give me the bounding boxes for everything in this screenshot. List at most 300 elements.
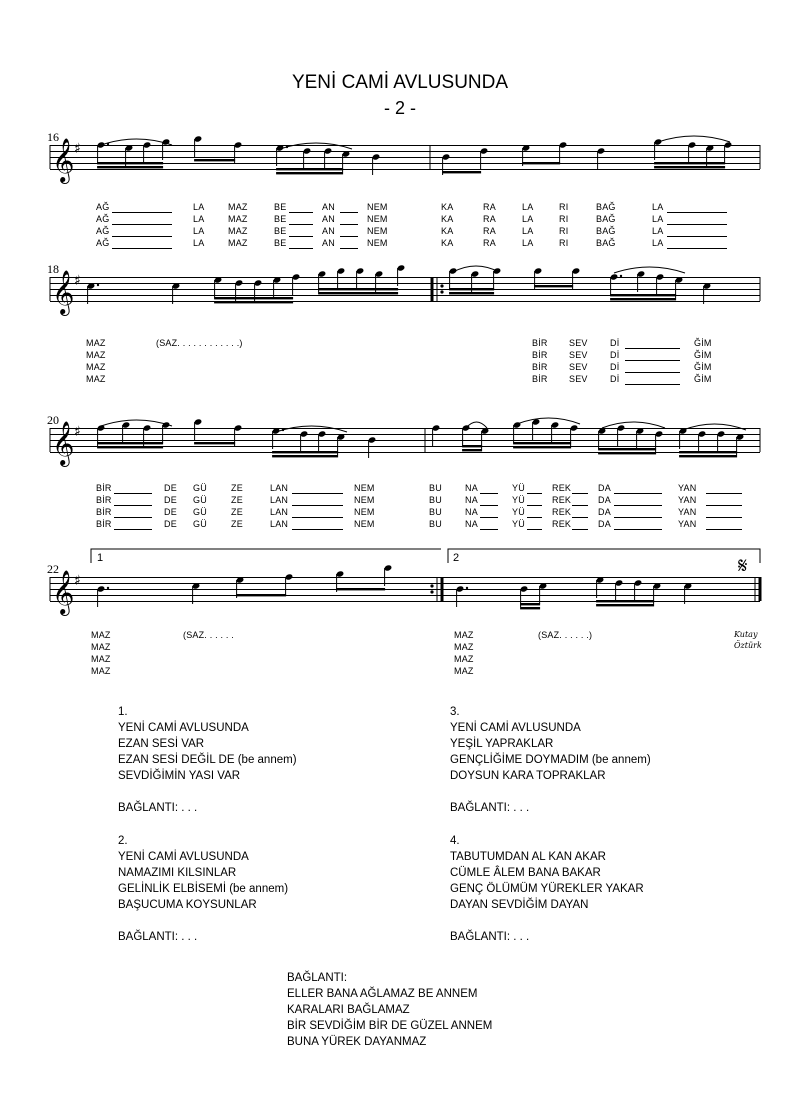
note xyxy=(615,579,624,601)
lyric-syllable: YAN xyxy=(678,495,697,505)
baglanti-refrain xyxy=(287,970,492,1050)
melisma-line xyxy=(289,212,313,213)
note xyxy=(559,141,568,163)
lyric-syllable: KA xyxy=(441,202,454,212)
note xyxy=(292,273,301,295)
lyric-syllable: MAZ xyxy=(86,362,106,372)
note xyxy=(717,430,726,452)
note xyxy=(456,585,468,607)
melisma-line xyxy=(572,529,588,530)
lyric-syllable: BİR xyxy=(96,495,112,505)
verse-number: 3. xyxy=(450,706,460,718)
lyric-syllable: BAĞ xyxy=(596,226,616,236)
lyric-syllable: RI xyxy=(559,202,569,212)
lyric-syllable: MAZ xyxy=(228,202,248,212)
note xyxy=(300,430,309,452)
treble-clef-icon: 𝄞 xyxy=(52,138,75,182)
lyric-syllable: YAN xyxy=(678,483,697,493)
lyric-syllable: BE xyxy=(274,214,287,224)
baglanti-line: ELLER BANA AĞLAMAZ BE ANNEM xyxy=(287,988,478,1000)
melisma-line xyxy=(706,505,742,506)
beam xyxy=(520,603,540,605)
verse-number: 4. xyxy=(450,835,460,847)
verse-number: 1. xyxy=(118,706,128,718)
verse-line: GENÇ ÖLÜMÜM YÜREKLER YAKAR xyxy=(450,883,644,895)
treble-clef-icon: 𝄞 xyxy=(52,421,75,465)
verse-number: 2. xyxy=(118,835,128,847)
lyric-syllable: Dİ xyxy=(610,350,620,360)
slur xyxy=(683,424,746,430)
lyric-syllable: LA xyxy=(522,202,534,212)
melisma-line xyxy=(480,517,498,518)
sharp-icon: ♯ xyxy=(74,573,81,589)
verse-line: DOYSUN KARA TOPRAKLAR xyxy=(450,770,606,782)
melisma-line xyxy=(112,248,172,249)
beam xyxy=(596,600,654,602)
note xyxy=(384,564,393,586)
beam xyxy=(97,166,163,168)
beam xyxy=(596,604,654,606)
lyric-syllable: REK xyxy=(552,483,572,493)
lyric-syllable: BU xyxy=(429,519,442,529)
saz-marker: (SAZ. . . . . . xyxy=(183,630,235,640)
lyric-syllable: DA xyxy=(598,519,611,529)
note xyxy=(122,421,131,443)
beam xyxy=(513,442,571,444)
note xyxy=(273,276,282,298)
lyric-syllable: NEM xyxy=(367,226,388,236)
lyric-syllable: REK xyxy=(552,507,572,517)
melisma-line xyxy=(706,529,742,530)
lyric-syllable: BİR xyxy=(96,507,112,517)
beam xyxy=(318,288,398,290)
lyric-syllable: Dİ xyxy=(610,338,620,348)
lyric-syllable: NA xyxy=(465,483,478,493)
lyric-syllable: BİR xyxy=(532,350,548,360)
lyric-syllable: DE xyxy=(164,483,177,493)
signature-line: Kutay xyxy=(734,630,758,639)
lyric-syllable: NA xyxy=(465,495,478,505)
lyric-syllable: ĞİM xyxy=(694,338,712,348)
song-title: YENİ CAMİ AVLUSUNDA xyxy=(291,72,509,93)
lyric-syllable: GÜ xyxy=(193,519,207,529)
beam xyxy=(679,451,737,453)
beam xyxy=(276,168,343,170)
lyric-syllable: BAĞ xyxy=(596,238,616,248)
slur xyxy=(658,136,730,142)
slur xyxy=(453,266,499,272)
lyric-syllable: BİR xyxy=(532,374,548,384)
lyric-syllable: KA xyxy=(441,226,454,236)
melisma-line xyxy=(480,505,498,506)
segno-icon: 𝄋 xyxy=(738,554,748,579)
melisma-line xyxy=(625,360,680,361)
melisma-line xyxy=(480,493,498,494)
staff-system-3 xyxy=(0,421,800,488)
beam xyxy=(214,301,293,303)
lyric-syllable: BE xyxy=(274,202,287,212)
lyric-syllable: MAZ xyxy=(86,338,106,348)
melisma-line xyxy=(667,224,727,225)
beam xyxy=(449,292,494,294)
lyric-syllable: DE xyxy=(164,495,177,505)
note xyxy=(596,576,605,598)
lyric-syllable: BİR xyxy=(96,519,112,529)
melisma-line xyxy=(340,236,358,237)
note xyxy=(337,267,346,289)
note xyxy=(617,424,626,446)
lyric-syllable: AĞ xyxy=(96,226,110,236)
lyric-syllable: RA xyxy=(483,214,496,224)
lyric-syllable: LA xyxy=(652,214,664,224)
measure-number: 18 xyxy=(47,262,59,276)
melisma-line xyxy=(527,505,542,506)
melisma-line xyxy=(625,348,680,349)
lyric-syllable: MAZ xyxy=(454,642,474,652)
lyric-syllable: NEM xyxy=(354,495,375,505)
melisma-line xyxy=(289,224,313,225)
lyric-syllable: ĞİM xyxy=(694,350,712,360)
dot xyxy=(620,275,622,277)
verse-line: SEVDİĞİMİN YASI VAR xyxy=(118,770,241,782)
lyric-syllable: LA xyxy=(522,214,534,224)
volta-bracket xyxy=(448,549,760,563)
lyric-syllable: MAZ xyxy=(91,630,111,640)
melisma-line xyxy=(114,529,152,530)
melisma-line xyxy=(292,505,343,506)
baglanti-line: BİR SEVDİĞİM BİR DE GÜZEL ANNEM xyxy=(287,1020,493,1032)
note xyxy=(539,582,548,604)
beam xyxy=(192,600,193,602)
lyric-syllable: BİR xyxy=(96,483,112,493)
beam xyxy=(442,171,481,173)
staff-system-2 xyxy=(0,270,800,337)
lyric-syllable: BE xyxy=(274,238,287,248)
lyric-syllable: MAZ xyxy=(86,350,106,360)
melisma-line xyxy=(706,493,742,494)
lyric-syllable: YAN xyxy=(678,519,697,529)
melisma-line xyxy=(667,248,727,249)
note xyxy=(698,430,707,452)
melisma-line xyxy=(340,248,358,249)
melisma-line xyxy=(340,224,358,225)
verse-line: TABUTUMDAN AL KAN AKAR xyxy=(450,851,606,863)
dot xyxy=(466,587,468,589)
note xyxy=(143,141,152,163)
note xyxy=(272,427,284,449)
slur xyxy=(517,418,580,424)
verse-line: YENİ CAMİ AVLUSUNDA xyxy=(118,851,249,863)
note xyxy=(634,579,643,601)
lyric-syllable: AĞ xyxy=(96,238,110,248)
verse-line: EZAN SESİ DEĞİL DE (be annem) xyxy=(118,754,297,766)
melisma-line xyxy=(114,517,152,518)
volta-number: 2 xyxy=(453,552,460,564)
verse-refrain: BAĞLANTI: . . . xyxy=(450,931,530,943)
note xyxy=(162,138,171,160)
note xyxy=(194,418,203,440)
melisma-line xyxy=(614,505,662,506)
lyric-syllable: AĞ xyxy=(96,214,110,224)
melisma-line xyxy=(614,517,662,518)
lyric-syllable: BU xyxy=(429,507,442,517)
lyric-syllable: DA xyxy=(598,507,611,517)
melisma-line xyxy=(614,529,662,530)
verse-line: YENİ CAMİ AVLUSUNDA xyxy=(450,722,581,734)
verse-line: NAMAZIMI KILSINLAR xyxy=(118,867,237,879)
note xyxy=(636,427,645,449)
melisma-line xyxy=(572,493,588,494)
melisma-line xyxy=(625,384,680,385)
verse-line: CÜMLE ÂLEM BANA BAKAR xyxy=(450,867,601,879)
measure-number: 20 xyxy=(47,413,59,427)
melisma-line xyxy=(667,236,727,237)
beam xyxy=(513,446,571,448)
melisma-line xyxy=(614,493,662,494)
note xyxy=(610,273,622,295)
lyric-syllable: NEM xyxy=(354,483,375,493)
lyric-syllable: SEV xyxy=(569,338,588,348)
slur xyxy=(614,267,685,273)
verse-refrain: BAĞLANTI: . . . xyxy=(118,802,198,814)
slur xyxy=(101,139,172,145)
beam xyxy=(318,292,398,294)
lyric-syllable: NEM xyxy=(367,202,388,212)
lyric-syllable: YÜ xyxy=(512,495,525,505)
lyric-syllable: MAZ xyxy=(454,630,474,640)
lyric-syllable: AN xyxy=(322,214,335,224)
verse-line: BAŞUCUMA KOYSUNLAR xyxy=(118,899,257,911)
verse-line: YENİ CAMİ AVLUSUNDA xyxy=(118,722,249,734)
melisma-line xyxy=(667,212,727,213)
dot xyxy=(107,587,109,589)
beam xyxy=(462,445,482,447)
baglanti-line: KARALARI BAĞLAMAZ xyxy=(287,1004,410,1016)
lyric-syllable: BE xyxy=(274,226,287,236)
staff-system-1 xyxy=(0,138,800,205)
lyric-syllable: LA xyxy=(522,238,534,248)
note xyxy=(684,582,693,604)
lyric-syllable: REK xyxy=(552,495,572,505)
sharp-icon: ♯ xyxy=(74,424,81,440)
lyric-syllable: NEM xyxy=(367,214,388,224)
beam xyxy=(97,442,163,444)
lyric-syllable: AN xyxy=(322,226,335,236)
lyric-syllable: DE xyxy=(164,519,177,529)
lyric-syllable: LA xyxy=(522,226,534,236)
lyric-syllable: RI xyxy=(559,226,569,236)
lyric-syllable: BU xyxy=(429,483,442,493)
beam xyxy=(272,451,338,453)
lyric-syllable: ĞİM xyxy=(694,362,712,372)
lyric-syllable: KA xyxy=(441,214,454,224)
melisma-line xyxy=(572,517,588,518)
note xyxy=(656,273,665,295)
lyric-syllable: AN xyxy=(322,202,335,212)
note xyxy=(513,421,522,443)
melisma-line xyxy=(480,529,498,530)
baglanti-line: BUNA YÜREK DAYANMAZ xyxy=(287,1036,427,1048)
note xyxy=(368,436,377,458)
beam xyxy=(97,162,163,164)
melisma-line xyxy=(572,505,588,506)
slur xyxy=(602,422,665,428)
lyric-syllable: MAZ xyxy=(91,666,111,676)
lyric-syllable: NA xyxy=(465,507,478,517)
beam xyxy=(610,294,676,296)
treble-clef-icon: 𝄞 xyxy=(52,570,75,614)
note xyxy=(97,585,109,607)
melisma-line xyxy=(292,529,343,530)
beam xyxy=(236,594,286,596)
lyric-syllable: DA xyxy=(598,495,611,505)
lyric-syllable: BU xyxy=(429,495,442,505)
lyric-syllable: NA xyxy=(465,519,478,529)
repeat-dot xyxy=(440,284,443,287)
verse-3 xyxy=(450,704,651,816)
lyric-syllable: ZE xyxy=(231,495,243,505)
lyric-syllable: SEV xyxy=(569,350,588,360)
beam xyxy=(534,285,573,287)
verse-4 xyxy=(450,833,644,945)
lyric-syllable: LA xyxy=(652,238,664,248)
note xyxy=(637,270,646,292)
lyric-syllable: NEM xyxy=(354,507,375,517)
lyric-syllable: MAZ xyxy=(454,654,474,664)
beam xyxy=(194,159,235,161)
lyric-syllable: YÜ xyxy=(512,483,525,493)
beam xyxy=(214,297,293,299)
beam xyxy=(598,452,656,454)
note xyxy=(679,427,688,449)
volta-bracket xyxy=(91,549,441,563)
beam xyxy=(194,442,235,444)
lyric-syllable: ĞİM xyxy=(694,374,712,384)
lyric-syllable: LAN xyxy=(270,507,289,517)
lyric-syllable: YÜ xyxy=(512,519,525,529)
lyric-syllable: MAZ xyxy=(228,226,248,236)
verse-refrain: BAĞLANTI: . . . xyxy=(118,931,198,943)
lyric-syllable: BİR xyxy=(532,338,548,348)
verse-line: EZAN SESİ VAR xyxy=(118,738,205,750)
note xyxy=(480,147,489,169)
lyric-syllable: LAN xyxy=(270,483,289,493)
melisma-line xyxy=(114,493,152,494)
note xyxy=(688,141,697,163)
lyric-syllable: LAN xyxy=(270,519,289,529)
lyric-syllable: LA xyxy=(652,226,664,236)
lyric-syllable: DE xyxy=(164,507,177,517)
lyric-syllable: REK xyxy=(552,519,572,529)
lyric-syllable: SEV xyxy=(569,362,588,372)
treble-clef-icon: 𝄞 xyxy=(52,270,75,314)
lyric-syllable: YÜ xyxy=(512,507,525,517)
melisma-line xyxy=(112,224,172,225)
note xyxy=(724,141,733,163)
verse-line: DAYAN SEVDİĞİM DAYAN xyxy=(450,899,589,911)
lyric-syllable: MAZ xyxy=(228,214,248,224)
lyric-syllable: MAZ xyxy=(91,642,111,652)
lyric-syllable: ZE xyxy=(231,519,243,529)
note xyxy=(324,147,333,169)
melisma-line xyxy=(527,529,542,530)
verse-line: GENÇLİĞİME DOYMADIM (be annem) xyxy=(450,754,651,766)
note xyxy=(318,430,327,452)
note xyxy=(356,267,365,289)
melisma-line xyxy=(527,493,542,494)
beam xyxy=(97,446,163,448)
note xyxy=(303,147,312,169)
note xyxy=(703,282,712,304)
lyric-syllable: LAN xyxy=(270,495,289,505)
lyric-syllable: RI xyxy=(559,214,569,224)
saz-marker: (SAZ. . . . . . . . . . . .) xyxy=(156,338,243,348)
lyric-syllable: BAĞ xyxy=(596,214,616,224)
lyric-syllable: MAZ xyxy=(228,238,248,248)
lyric-syllable: MAZ xyxy=(86,374,106,384)
sharp-icon: ♯ xyxy=(74,273,81,289)
lyric-syllable: RA xyxy=(483,226,496,236)
melisma-line xyxy=(527,517,542,518)
volta-number: 1 xyxy=(97,552,104,564)
lyric-syllable: LA xyxy=(652,202,664,212)
lyric-syllable: LA xyxy=(193,238,205,248)
beam xyxy=(336,588,385,590)
lyric-syllable: NEM xyxy=(354,519,375,529)
lyric-syllable: NEM xyxy=(367,238,388,248)
lyric-syllable: ZE xyxy=(231,507,243,517)
lyric-syllable: RA xyxy=(483,202,496,212)
saz-marker: (SAZ. . . . . .) xyxy=(538,630,593,640)
lyric-syllable: LA xyxy=(193,214,205,224)
lyric-syllable: GÜ xyxy=(193,483,207,493)
beam xyxy=(522,162,560,164)
lyric-syllable: RA xyxy=(483,238,496,248)
lyric-syllable: GÜ xyxy=(193,495,207,505)
note xyxy=(551,421,560,443)
melisma-line xyxy=(112,236,172,237)
repeat-dot xyxy=(440,290,443,293)
composer-signature xyxy=(734,629,762,651)
beam xyxy=(276,172,343,174)
repeat-dot xyxy=(430,584,433,587)
lyric-syllable: BAĞ xyxy=(596,202,616,212)
measure-number: 22 xyxy=(47,562,59,576)
lyric-syllable: AĞ xyxy=(96,202,110,212)
lyric-syllable: Dİ xyxy=(610,362,620,372)
lyric-syllable: RI xyxy=(559,238,569,248)
melisma-line xyxy=(112,212,172,213)
lyric-syllable: GÜ xyxy=(193,507,207,517)
signature-line: Öztürk xyxy=(734,641,762,650)
note xyxy=(432,424,441,446)
baglanti-heading: BAĞLANTI: xyxy=(287,972,348,984)
lyric-syllable: DA xyxy=(598,483,611,493)
melisma-line xyxy=(289,248,313,249)
melisma-line xyxy=(114,505,152,506)
note xyxy=(214,276,223,298)
beam xyxy=(462,449,482,451)
lyric-syllable: LA xyxy=(193,226,205,236)
lyric-syllable: AN xyxy=(322,238,335,248)
repeat-dot xyxy=(430,590,433,593)
lyric-syllable: MAZ xyxy=(454,666,474,676)
lyric-syllable: YAN xyxy=(678,507,697,517)
beam xyxy=(679,455,737,457)
beam xyxy=(449,288,494,290)
verse-refrain: BAĞLANTI: . . . xyxy=(450,802,530,814)
beam xyxy=(272,455,338,457)
